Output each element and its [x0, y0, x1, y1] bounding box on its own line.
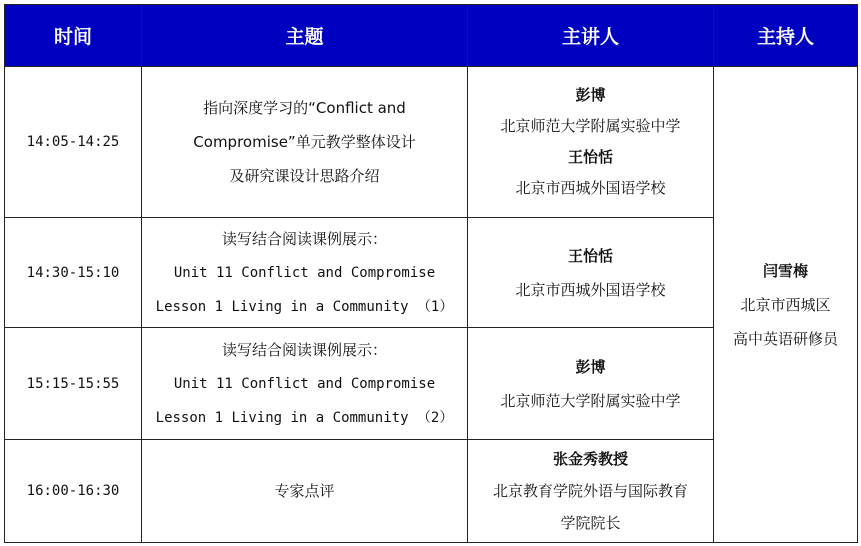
speaker-name: 王怡恬: [567, 148, 613, 166]
speaker-name: 王怡恬: [567, 246, 613, 265]
schedule-table: [4, 4, 858, 543]
header-time: 时间: [5, 5, 142, 67]
time-cell: 15:15-15:55: [5, 328, 142, 440]
table-row: [5, 67, 858, 218]
header-speaker: 主讲人: [468, 5, 714, 67]
time-cell: 16:00-16:30: [5, 440, 142, 543]
host-title: 高中英语研修员: [732, 329, 838, 348]
speaker-cell: [468, 218, 714, 328]
speaker-cell: [468, 67, 714, 218]
topic-line: 专家点评: [274, 482, 335, 500]
speaker-name: 张金秀教授: [552, 450, 628, 468]
topic-cell: [142, 328, 468, 440]
speaker-name: 彭博: [575, 86, 606, 104]
speaker-org: 北京教育学院外语与国际教育: [492, 482, 688, 500]
speaker-org: 北京师范大学附属实验中学: [500, 391, 681, 410]
header-host: 主持人: [714, 5, 858, 67]
topic-line: Unit 11 Conflict and Compromise: [173, 375, 436, 392]
speaker-org-continued: 学院院长: [560, 514, 621, 532]
time-cell: 14:05-14:25: [5, 67, 142, 218]
speaker-org: 北京市西城外国语学校: [515, 280, 666, 299]
speaker-org: 北京市西城外国语学校: [515, 179, 666, 197]
topic-line: 读写结合阅读课例展示：: [221, 229, 387, 248]
topic-line: 及研究课设计思路介绍: [229, 167, 380, 185]
speaker-cell: [468, 328, 714, 440]
topic-cell: [142, 218, 468, 328]
topic-cell: [142, 440, 468, 543]
header-topic: 主题: [142, 5, 468, 67]
topic-line: 读写结合阅读课例展示：: [221, 340, 387, 359]
speaker-name: 彭博: [575, 357, 606, 376]
time-cell: 14:30-15:10: [5, 218, 142, 328]
topic-line: Compromise”单元教学整体设计: [193, 133, 416, 151]
topic-line: Unit 11 Conflict and Compromise: [173, 264, 436, 281]
topic-line: Lesson 1 Living in a Community （1）: [155, 298, 454, 315]
host-cell: [714, 67, 858, 543]
topic-cell: [142, 67, 468, 218]
host-name: 闫雪梅: [762, 261, 808, 280]
topic-line: Lesson 1 Living in a Community （2）: [155, 409, 454, 426]
speaker-cell: [468, 440, 714, 543]
topic-line: 指向深度学习的“Conflict and: [203, 99, 406, 117]
header-row: [5, 5, 858, 67]
host-org: 北京市西城区: [740, 295, 831, 314]
speaker-org: 北京师范大学附属实验中学: [500, 117, 681, 135]
